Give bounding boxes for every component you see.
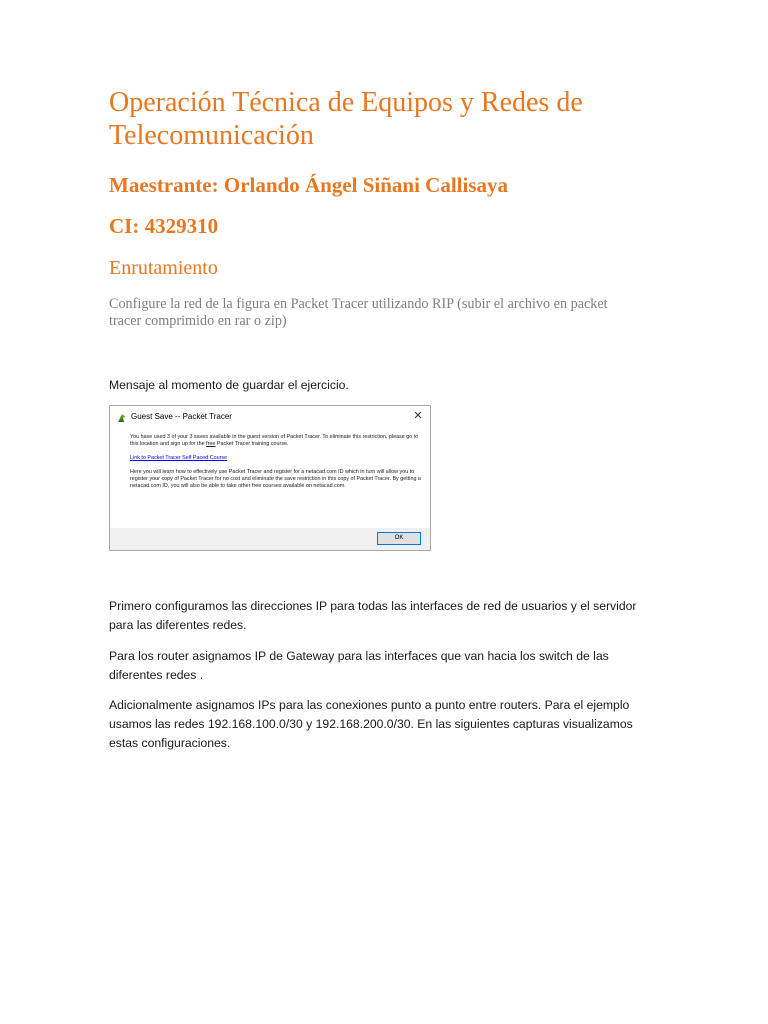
dialog-link-paragraph — [130, 455, 422, 462]
document-title: Operación Técnica de Equipos y Redes de Telecomunicación — [109, 87, 583, 151]
dialog-footer — [110, 528, 430, 550]
guest-save-dialog-screenshot — [109, 405, 431, 551]
section-heading: Enrutamiento — [109, 257, 218, 279]
close-icon[interactable]: ✕ — [413, 410, 423, 422]
ok-button[interactable]: OK — [377, 532, 421, 545]
dialog-message-free: free — [206, 441, 216, 447]
dialog-message-part-1: You have used 3 of your 3 saves available in the guest version of Packet Tracer. To eliminate this restriction, please go to this location and sign up for the — [130, 434, 419, 447]
self-paced-course-link[interactable]: Link to Packet Tracer Self Paced Course — [130, 455, 228, 461]
dialog-title: Guest Save -- Packet Tracer — [131, 412, 232, 421]
caption-save-message: Mensaje al momento de guardar el ejercicio. — [109, 378, 349, 392]
dialog-message-paragraph-2: Here you will learn how to effectively use Packet Tracer and register for a netacad.com ID which in turn will allow you to register your copy of Packet Tracer for no cost and eliminate the save restriction in this copy of Packet Tracer. By getting a netacad.com ID, you will also be able to take other free courses available on netacad.com. — [130, 469, 421, 489]
ci-line: CI: 4329310 — [109, 214, 219, 238]
paragraph-ip-config: Primero configuramos las direcciones IP para todas las interfaces de red de usuarios y el servidor para las diferentes redes. — [109, 599, 637, 632]
packet-tracer-icon — [116, 411, 128, 423]
dialog-message-paragraph-1 — [130, 434, 422, 448]
assignment-instructions: Configure la red de la figura en Packet Tracer utilizando RIP (subir el archivo en packet tracer comprimido en rar o zip) — [109, 296, 608, 329]
dialog-message — [130, 434, 422, 497]
author-line: Maestrante: Orlando Ángel Siñani Callisaya — [109, 173, 509, 197]
dialog-message-part-2: Packet Tracer training course. — [215, 441, 289, 447]
paragraph-router-gateway: Para los router asignamos IP de Gateway para las interfaces que van hacia los switch de las diferentes redes . — [109, 649, 609, 682]
dialog-titlebar — [110, 406, 430, 428]
paragraph-point-to-point: Adicionalmente asignamos IPs para las conexiones punto a punto entre routers. Para el ejemplo usamos las redes 192.168.100.0/30 y 192.168.200.0/30. En las siguientes capturas visualizamos estas configuraciones. — [109, 698, 633, 750]
